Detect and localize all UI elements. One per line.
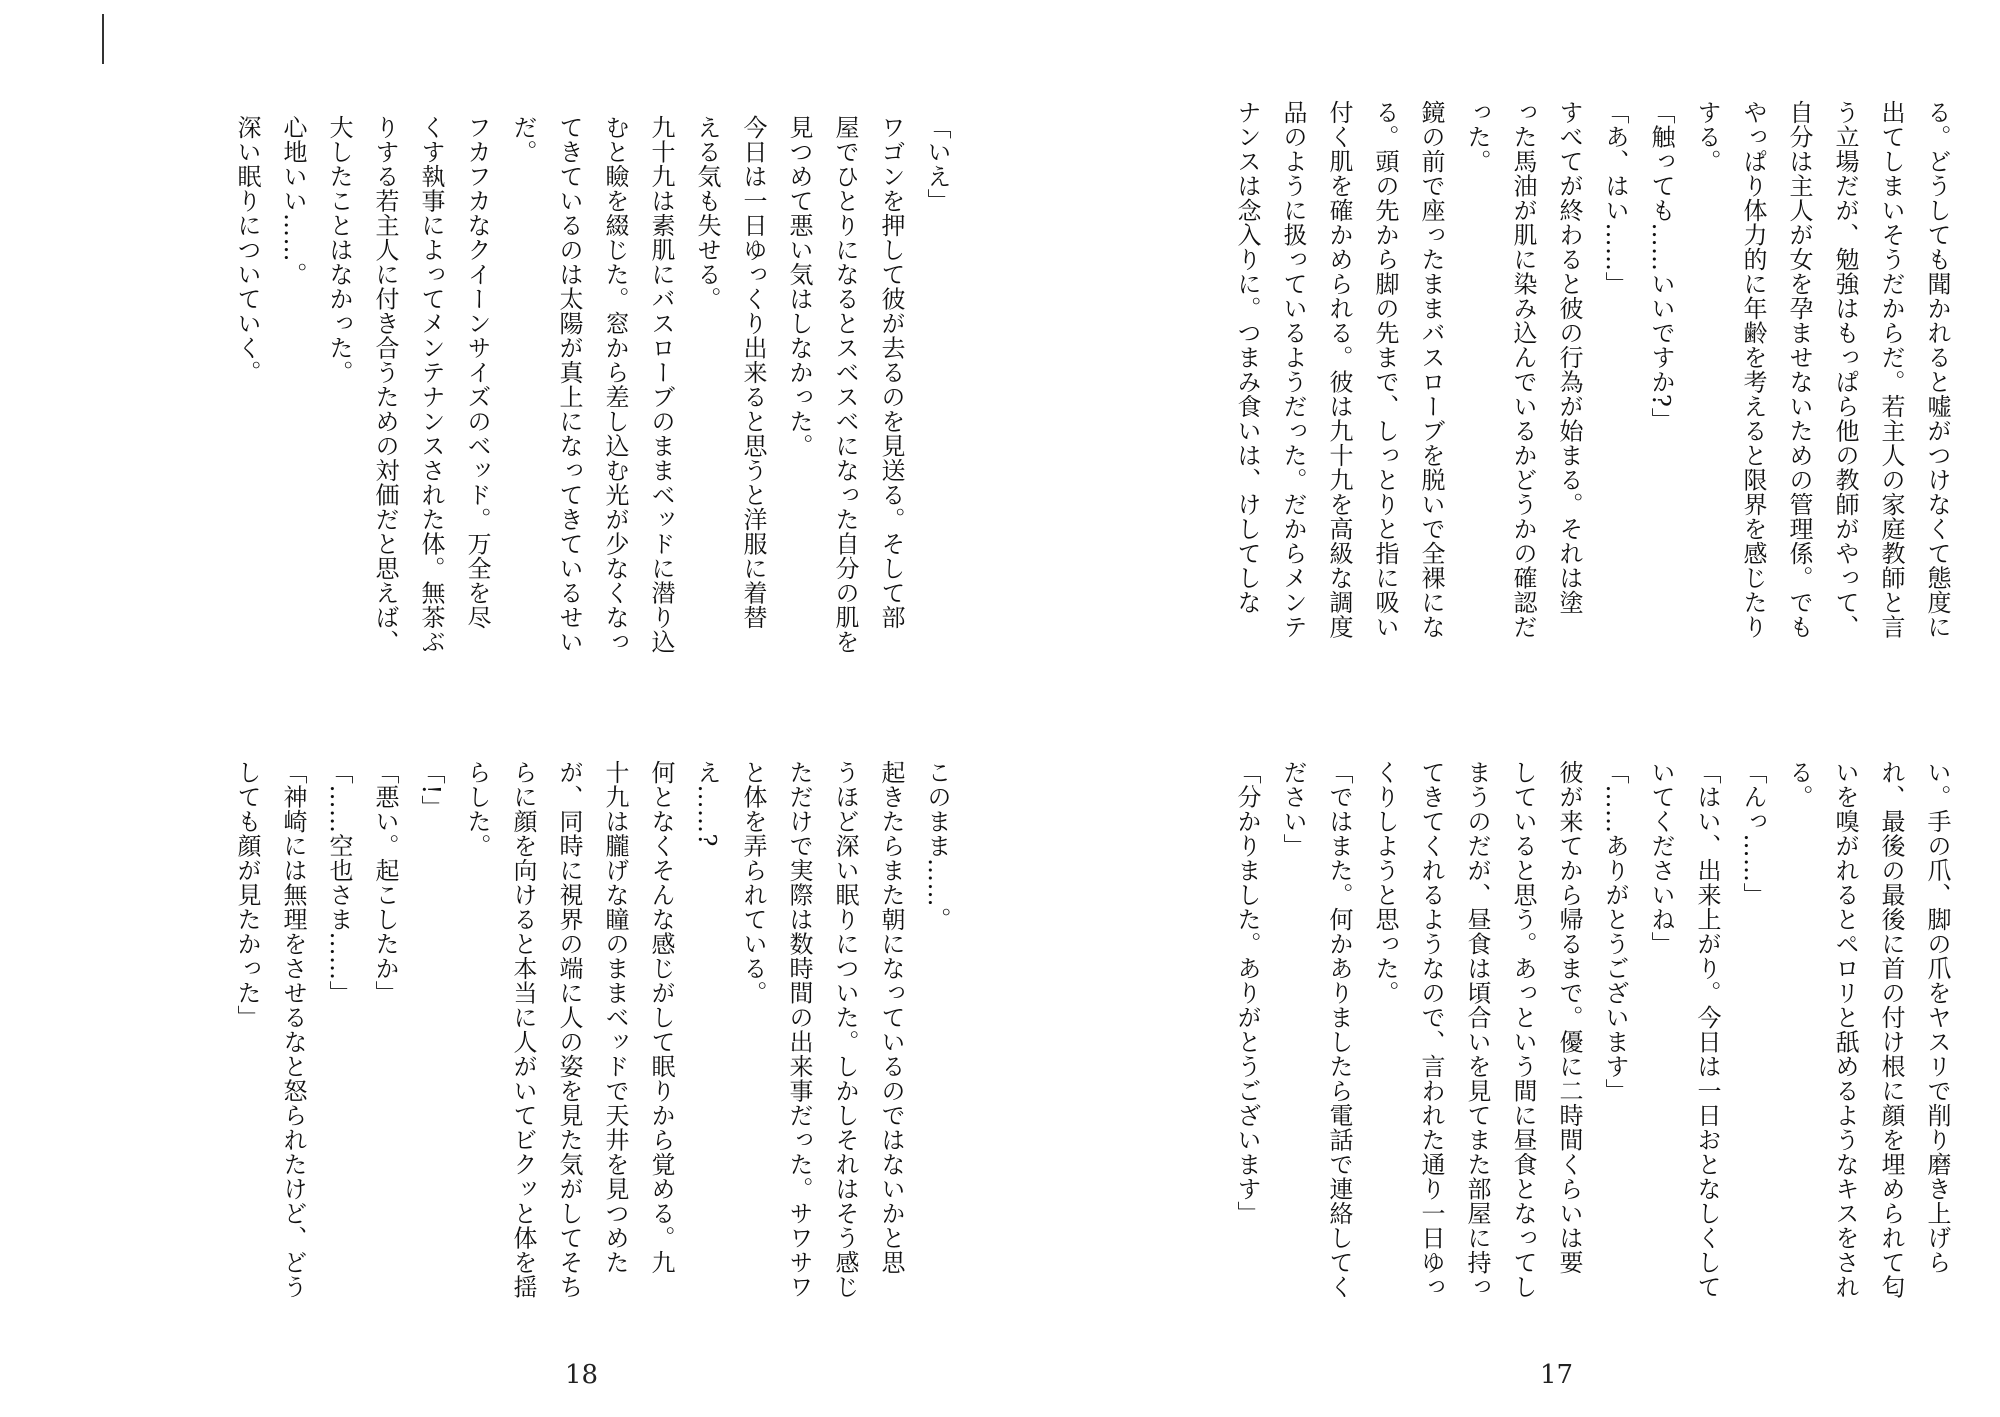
text-line: 屋でひとりになるとスベスベになった自分の肌を xyxy=(831,115,859,654)
text-line: え……? xyxy=(693,760,721,847)
text-line: 見つめて悪い気はしなかった。 xyxy=(785,115,813,458)
text-line: ワゴンを押して彼が去るのを見送る。そして部 xyxy=(877,115,905,630)
text-line: 品のように扱っているようだった。だからメンテ xyxy=(1279,100,1307,639)
text-line: ただけで実際は数時間の出来事だった。サワサワ xyxy=(785,760,813,1299)
text-line: 大したことはなかった。 xyxy=(325,115,353,385)
text-line: い。手の爪、脚の爪をヤスリで削り磨き上げら xyxy=(1923,760,1951,1275)
text-line: むと瞼を綴じた。窓から差し込む光が少なくなっ xyxy=(601,115,629,654)
text-line: った。 xyxy=(1463,100,1491,174)
text-line: すべてが終わると彼の行為が始まる。それは塗 xyxy=(1555,100,1583,615)
text-line: ナンスは念入りに。つまみ食いは、けしてしな xyxy=(1233,100,1261,615)
text-line: が、同時に視界の端に人の姿を見た気がしてそち xyxy=(555,760,583,1299)
text-line: 心地いい……。 xyxy=(279,115,307,287)
text-line: 「触っても……いいですか?」 xyxy=(1647,100,1675,432)
page-18-upper-text xyxy=(170,115,960,740)
page-number: 18 xyxy=(565,1360,599,1390)
text-line: る。どうしても聞かれると嘘がつけなくて態度に xyxy=(1923,100,1951,639)
text-line: 深い眠りについていく。 xyxy=(233,115,261,385)
text-line: 「いえ」 xyxy=(923,115,951,213)
text-line: う立場だが、勉強はもっぱら他の教師がやって、 xyxy=(1831,100,1859,639)
text-line: える気も失せる。 xyxy=(693,115,721,311)
text-line: らに顔を向けると本当に人がいてビクッと体を揺 xyxy=(509,760,537,1299)
text-line: いてくださいね」 xyxy=(1647,760,1675,956)
page-17-upper-text xyxy=(1140,100,1960,740)
text-line: らした。 xyxy=(463,760,491,858)
page-number: 17 xyxy=(1540,1360,1574,1390)
text-line: やっぱり体力的に年齢を考えると限界を感じたり xyxy=(1739,100,1767,639)
text-line: 「!」 xyxy=(417,760,445,820)
text-line: 「分かりました。ありがとうございます」 xyxy=(1233,760,1261,1226)
text-line: 起きたらまた朝になっているのではないかと思 xyxy=(877,760,905,1275)
text-line: と体を弄られている。 xyxy=(739,760,767,1005)
text-line: 「んっ……」 xyxy=(1739,760,1767,907)
text-line: てきているのは太陽が真上になってきているせい xyxy=(555,115,583,654)
text-line: 鏡の前で座ったままバスローブを脱いで全裸にな xyxy=(1417,100,1445,639)
text-line: フカフカなクイーンサイズのベッド。万全を尽 xyxy=(463,115,491,630)
text-line: 「はい、出来上がり。今日は一日おとなしくして xyxy=(1693,760,1721,1299)
text-line: 「……空也さま……」 xyxy=(325,760,353,1005)
text-line: 十九は朧げな瞳のままベッドで天井を見つめた xyxy=(601,760,629,1275)
text-line: くりしようと思った。 xyxy=(1371,760,1399,1005)
page-17-lower-text xyxy=(1140,760,1960,1350)
text-line: る。頭の先から脚の先まで、しっとりと指に吸い xyxy=(1371,100,1399,639)
text-line: しても顔が見たかった」 xyxy=(233,760,261,1030)
text-line: 「神崎には無理をさせるなと怒られたけど、どう xyxy=(279,760,307,1299)
text-line: 付く肌を確かめられる。彼は九十九を高級な調度 xyxy=(1325,100,1353,639)
page-18-lower-text xyxy=(180,760,960,1350)
text-line: 彼が来てから帰るまで。優に二時間くらいは要 xyxy=(1555,760,1583,1275)
text-line: れ、最後の最後に首の付け根に顔を埋められて匂 xyxy=(1877,760,1905,1299)
text-line: 今日は一日ゆっくり出来ると思うと洋服に着替 xyxy=(739,115,767,630)
text-line: 「……ありがとうございます」 xyxy=(1601,760,1629,1103)
text-line: まうのだが、昼食は頃合いを見てまた部屋に持っ xyxy=(1463,760,1491,1299)
text-line: 九十九は素肌にバスローブのままベッドに潜り込 xyxy=(647,115,675,654)
text-line: 自分は主人が女を孕ませないための管理係。でも xyxy=(1785,100,1813,639)
text-line: だ。 xyxy=(509,115,537,164)
text-line: くす執事によってメンテナンスされた体。無茶ぶ xyxy=(417,115,445,654)
text-line: った馬油が肌に染み込んでいるかどうかの確認だ xyxy=(1509,100,1537,639)
text-line: 何となくそんな感じがして眠りから覚める。九 xyxy=(647,760,675,1275)
text-line: てきてくれるようなので、言われた通り一日ゆっ xyxy=(1417,760,1445,1299)
text-line: 「あ、はい……」 xyxy=(1601,100,1629,296)
text-line: 「悪い。起こしたか」 xyxy=(371,760,399,1005)
text-line: うほど深い眠りについた。しかしそれはそう感じ xyxy=(831,760,859,1299)
text-line: 出てしまいそうだからだ。若主人の家庭教師と言 xyxy=(1877,100,1905,639)
page-17 xyxy=(1000,0,2000,1417)
text-line: していると思う。あっという間に昼食となってし xyxy=(1509,760,1537,1299)
text-line: ださい」 xyxy=(1279,760,1307,858)
text-line: いを嗅がれるとペロリと舐めるようなキスをされ xyxy=(1831,760,1859,1299)
text-line: このまま……。 xyxy=(923,760,951,932)
text-line: る。 xyxy=(1785,760,1813,809)
text-line: する。 xyxy=(1693,100,1721,174)
text-line: 「ではまた。何かありましたら電話で連絡してく xyxy=(1325,760,1353,1299)
text-line: りする若主人に付き合うための対価だと思えば、 xyxy=(371,115,399,654)
